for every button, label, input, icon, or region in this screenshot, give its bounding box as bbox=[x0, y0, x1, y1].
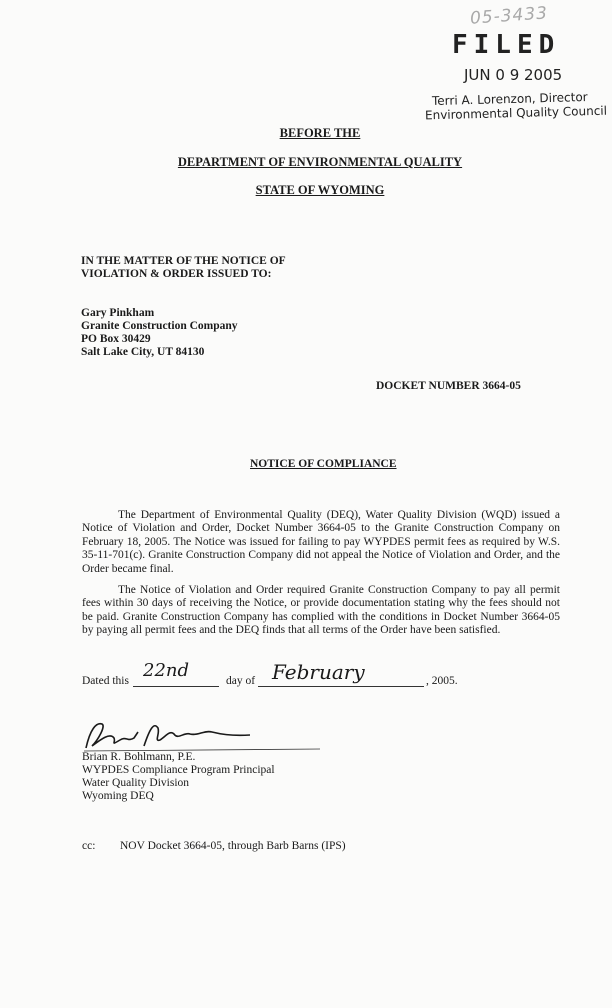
recipient-name: Gary Pinkham bbox=[81, 307, 155, 319]
filed-stamp: FILED bbox=[452, 30, 561, 60]
matter-line-1: IN THE MATTER OF THE NOTICE OF bbox=[81, 255, 286, 267]
notice-title: NOTICE OF COMPLIANCE bbox=[250, 458, 397, 470]
handwritten-month: February bbox=[272, 660, 365, 684]
recipient-company: Granite Construction Company bbox=[81, 320, 238, 332]
cc-label: cc: bbox=[82, 840, 96, 852]
dated-year: , 2005. bbox=[426, 675, 458, 687]
paragraph-1 bbox=[82, 509, 560, 576]
signer-title: WYPDES Compliance Program Principal bbox=[82, 764, 275, 776]
docket-number: DOCKET NUMBER 3664-05 bbox=[376, 380, 521, 392]
recipient-po-box: PO Box 30429 bbox=[81, 333, 151, 345]
handwritten-file-number: 05-3433 bbox=[469, 3, 549, 29]
signature-scribble bbox=[80, 718, 325, 754]
dated-prefix: Dated this bbox=[82, 675, 129, 687]
stamp-director-name: Terri A. Lorenzon, Director bbox=[431, 89, 588, 109]
handwritten-day: 22nd bbox=[143, 660, 190, 681]
heading-state: STATE OF WYOMING bbox=[255, 183, 385, 197]
signer-division: Water Quality Division bbox=[82, 777, 190, 789]
paragraph-2 bbox=[82, 584, 560, 638]
matter-line-2: VIOLATION & ORDER ISSUED TO: bbox=[81, 268, 272, 280]
paragraph-2-text: The Notice of Violation and Order required Granite Construction Company to pay all permit fees within 30 days of receiving the Notice, or provide documentation stating why the fees should not be paid. Granite Construction Company has complied with the conditions in Docket Number 3664-05 by paying all permit fees and the DEQ finds that all terms of the Order have been satisfied. bbox=[82, 584, 560, 637]
recipient-city: Salt Lake City, UT 84130 bbox=[81, 346, 205, 358]
stamp-council-name: Environmental Quality Council bbox=[424, 103, 608, 123]
cc-text: NOV Docket 3664-05, through Barb Barns (IPS) bbox=[120, 840, 346, 852]
signer-name: Brian R. Bohlmann, P.E. bbox=[82, 751, 196, 763]
filed-date: JUN 0 9 2005 bbox=[464, 66, 563, 84]
heading-department: DEPARTMENT OF ENVIRONMENTAL QUALITY bbox=[177, 155, 463, 169]
signer-agency: Wyoming DEQ bbox=[82, 790, 154, 802]
day-of-label: day of bbox=[226, 675, 256, 687]
paragraph-1-text: The Department of Environmental Quality (DEQ), Water Quality Division (WQD) issued a Notice of Violation and Order, Docket Number 3664-05 to the Granite Construction Company on February 18, 2005. The Notice was issued for failing to pay WYPDES permit fees as required by W.S. 35-11-701(c). Granite Construction Company did not appeal the Notice of Violation and Order, and the Order became final. bbox=[82, 509, 560, 575]
heading-before-the: BEFORE THE bbox=[279, 126, 361, 140]
